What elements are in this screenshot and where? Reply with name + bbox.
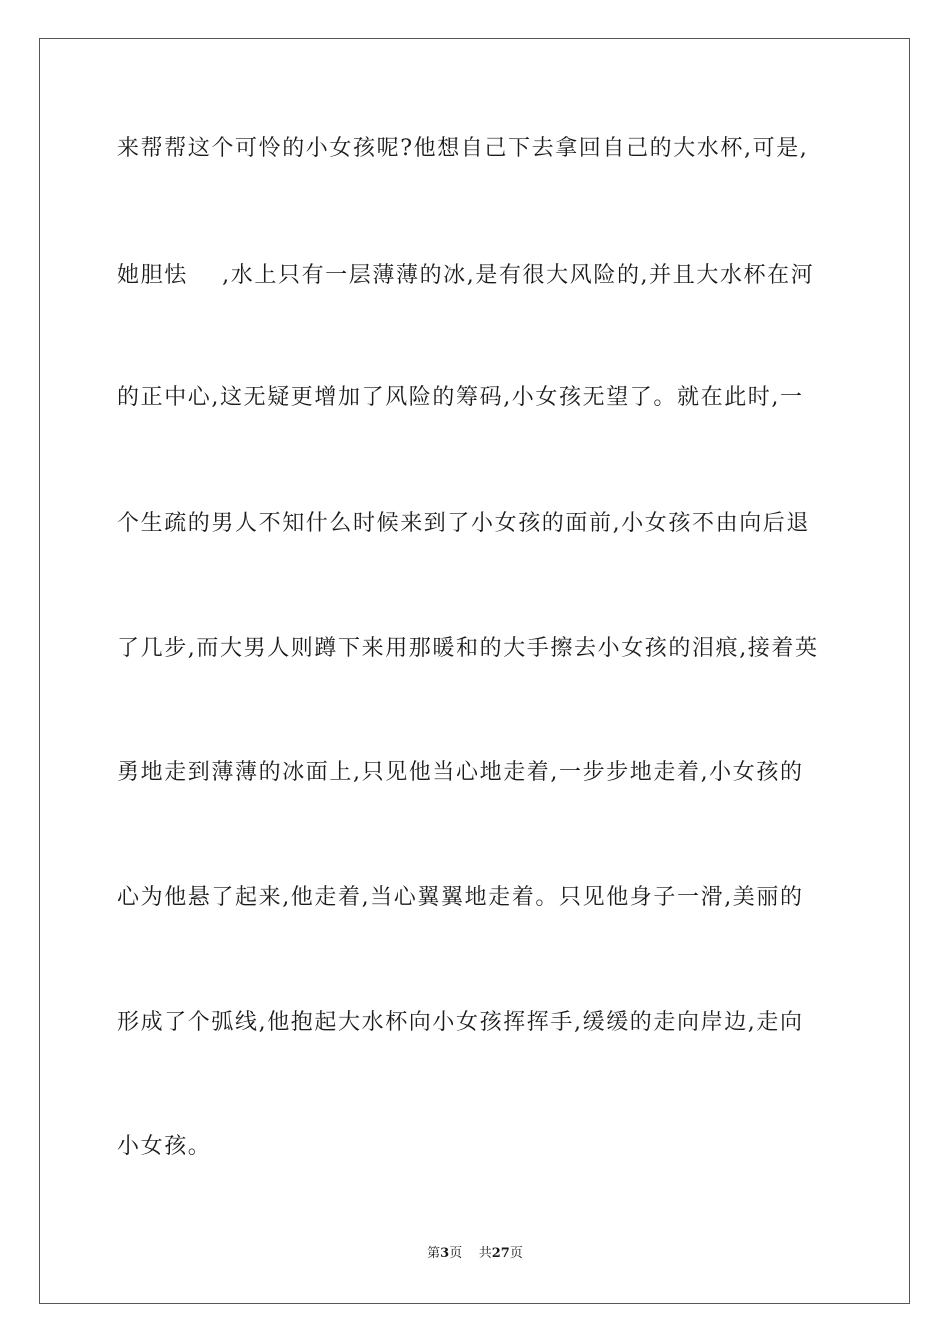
- page-border: [39, 38, 910, 1304]
- total-suffix: 页: [509, 1246, 523, 1261]
- page-total: [479, 1245, 523, 1263]
- total-prefix: 共: [478, 1246, 492, 1261]
- text-line: 小女孩。: [117, 1134, 212, 1159]
- page-suffix: 页: [449, 1246, 463, 1261]
- page-footer: [0, 1245, 950, 1263]
- text-line: 心为他悬了起来,他走着,当心翼翼地走着。只见他身子一滑,美丽的: [117, 885, 804, 910]
- text-line: 形成了个弧线,他抱起大水杯向小女孩挥挥手,缓缓的走向岸边,走向: [117, 1010, 804, 1035]
- text-line: 个生疏的男人不知什么时候来到了小女孩的面前,小女孩不由向后退: [117, 511, 810, 536]
- text-line: 了几步,而大男人则蹲下来用那暖和的大手擦去小女孩的泪痕,接着英: [117, 636, 819, 661]
- text-line: 来帮帮这个可怜的小女孩呢?他想自己下去拿回自己的大水杯,可是,: [117, 136, 809, 161]
- text-line: 的正中心,这无疑更增加了风险的筹码,小女孩无望了。就在此时,一: [117, 385, 804, 410]
- total-pages: 27: [491, 1246, 510, 1261]
- page-number: [427, 1245, 462, 1263]
- text-line: 勇地走到薄薄的冰面上,只见他当心地走着,一步步地走着,小女孩的: [117, 760, 804, 785]
- current-page: 3: [440, 1246, 450, 1261]
- page-prefix: 第: [427, 1246, 441, 1261]
- text-line: 她胆怯 ,水上只有一层薄薄的冰,是有很大风险的,并且大水杯在河: [117, 263, 815, 288]
